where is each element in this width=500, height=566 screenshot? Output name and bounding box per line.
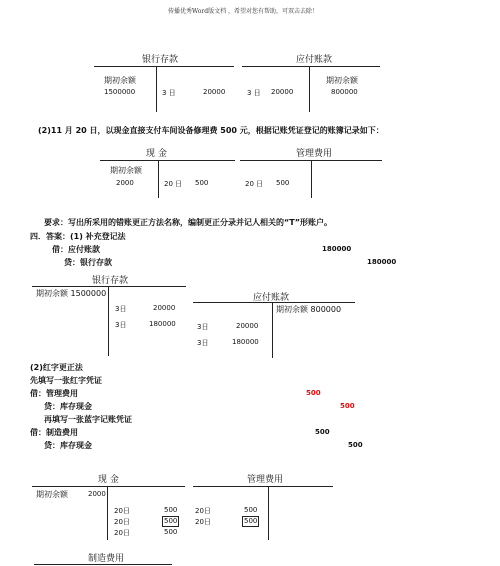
t-account-top-line [32, 486, 185, 487]
debit-day: 3日 [197, 323, 209, 331]
opening-balance: 期初余额 800000 [276, 305, 342, 314]
question-2-text: (2)11 月 20 日，以现金直接支付车间设备修理费 500 元，根据记账凭证登记的账簿记录如下： [38, 126, 384, 135]
opening-value: 1500000 [104, 88, 136, 96]
credit-day: 20日 [114, 529, 130, 537]
entry-3-credit-amount: 500 [348, 441, 363, 449]
answer-heading: 四．答案：(1) 补充登记法 [30, 232, 126, 241]
t-account-title: 应付账款 [253, 293, 290, 303]
t-account-title: 制造费用 [88, 554, 125, 564]
debit-day: 20 日 [245, 180, 264, 188]
credit-day: 3 日 [162, 89, 176, 97]
opening-label: 期初余额 [326, 76, 358, 85]
page-header: 传播优秀Word版文档 ，希望对您有帮助，可双击去除！ [168, 8, 318, 15]
t-account-title: 应付账款 [296, 55, 333, 65]
opening-value: 800000 [331, 88, 358, 96]
debit-amount: 180000 [232, 338, 259, 346]
credit-day: 3日 [115, 305, 127, 313]
credit-day: 20日 [114, 518, 130, 526]
red-voucher-note: 先填写一张红字凭证 [30, 376, 102, 385]
entry-1-credit: 贷：银行存款 [64, 258, 112, 267]
t-account-title: 管理费用 [296, 149, 333, 159]
credit-amount: 20000 [153, 304, 176, 312]
opening-label: 期初余额 [104, 76, 136, 85]
debit-day: 3日 [197, 339, 209, 347]
credit-amount: 500 [164, 506, 178, 514]
t-account-top-line [100, 160, 235, 161]
t-account-title: 银行存款 [142, 55, 179, 65]
t-account-center-line [107, 486, 108, 540]
debit-amount: 500 [244, 506, 258, 514]
debit-day: 20日 [195, 507, 211, 515]
opening-label: 期初余额 [36, 490, 68, 499]
entry-2-credit-amount: 500 [340, 402, 355, 410]
credit-day: 3日 [115, 321, 127, 329]
red-correction-method: (2)红字更正法 [30, 363, 83, 372]
t-account-top-line [242, 66, 380, 67]
debit-amount: 500 [276, 179, 290, 187]
blue-voucher-note: 再填写一张蓝字记账凭证 [44, 415, 132, 424]
entry-3-debit: 借：制造费用 [30, 428, 78, 437]
credit-amount: 180000 [149, 320, 176, 328]
credit-amount: 20000 [203, 88, 226, 96]
credit-day: 20日 [114, 507, 130, 515]
entry-2-debit: 借：管理费用 [30, 389, 78, 398]
entry-2-credit: 贷：库存现金 [44, 402, 92, 411]
debit-day: 3 日 [247, 89, 261, 97]
debit-amount-boxed: 500 [244, 517, 258, 525]
debit-day: 20日 [195, 518, 211, 526]
credit-amount-boxed: 500 [164, 517, 178, 525]
t-account-center-line [108, 286, 109, 356]
entry-1-credit-amount: 180000 [367, 258, 397, 266]
credit-amount: 500 [164, 528, 178, 536]
t-account-top-line [193, 486, 333, 487]
t-account-center-line [272, 302, 273, 358]
debit-amount: 20000 [271, 88, 294, 96]
t-account-center-line [268, 486, 269, 540]
entry-3-credit: 贷：库存现金 [44, 441, 92, 450]
t-account-top-line [94, 66, 234, 67]
opening-value: 2000 [116, 179, 134, 187]
t-account-top-line [32, 286, 186, 287]
entry-1-debit: 借：应付账款 [52, 245, 100, 254]
entry-1-debit-amount: 180000 [322, 245, 352, 253]
t-account-center-line [309, 66, 310, 112]
entry-2-debit-amount: 500 [306, 389, 321, 397]
t-account-title: 现 金 [98, 475, 119, 485]
t-account-title: 银行存款 [92, 276, 129, 286]
opening-value: 2000 [88, 490, 106, 498]
t-account-center-line [156, 66, 157, 112]
credit-day: 20 日 [164, 180, 183, 188]
t-account-top-line [34, 564, 172, 565]
opening-label: 期初余额 [110, 166, 142, 175]
t-account-center-line [158, 160, 159, 198]
t-account-center-line [311, 160, 312, 198]
opening-balance: 期初余额 1500000 [36, 289, 107, 298]
requirement-text: 要求：写出所采用的错账更正方法名称，编制更正分录并记人相关的“T”形账户。 [44, 218, 332, 227]
t-account-top-line [193, 302, 355, 303]
credit-amount: 500 [195, 179, 209, 187]
t-account-title: 管理费用 [247, 475, 284, 485]
entry-3-debit-amount: 500 [315, 428, 330, 436]
t-account-title: 现 金 [146, 149, 167, 159]
debit-amount: 20000 [236, 322, 259, 330]
